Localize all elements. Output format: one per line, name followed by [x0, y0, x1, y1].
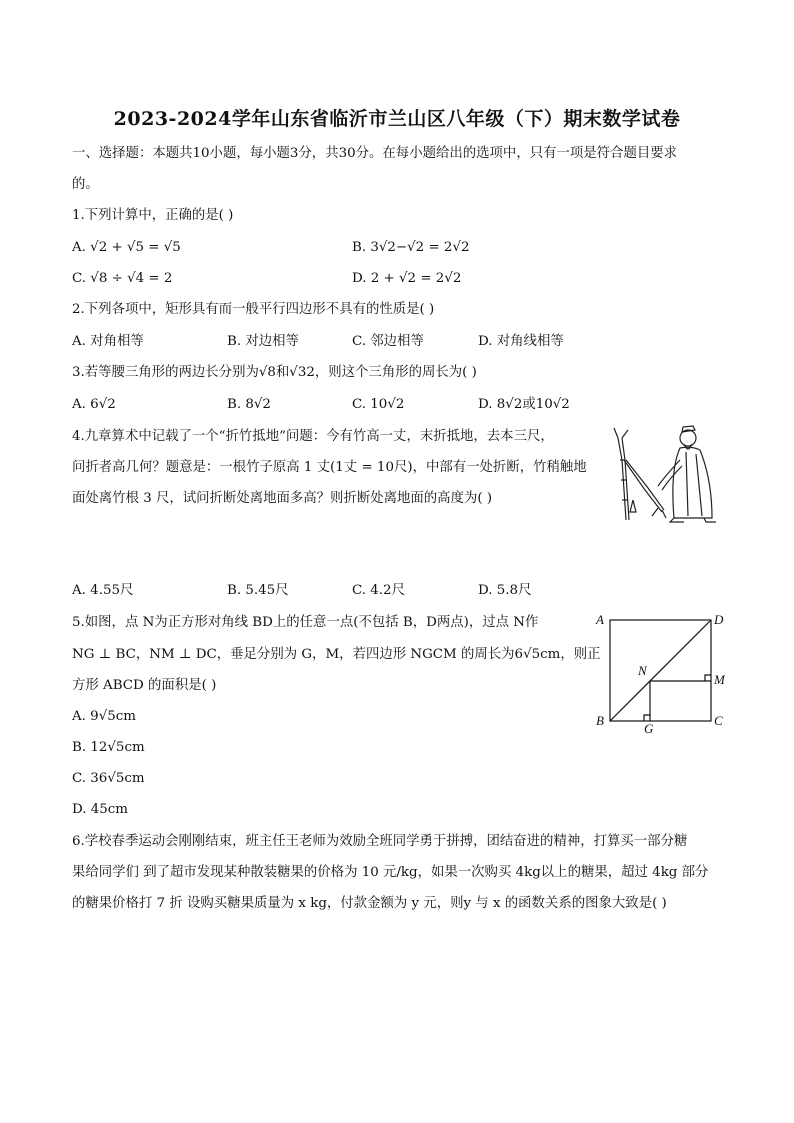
label-d: D: [714, 612, 724, 627]
q4-option-a: A. 4.55尺: [72, 583, 134, 598]
q5-option-c: C. 36√5cm: [72, 771, 145, 786]
q1-option-a: A. √2 + √5 = √5: [72, 240, 181, 255]
bamboo-illustration: [600, 420, 725, 525]
label-a: A: [596, 612, 604, 627]
q3-option-c: C. 10√2: [352, 397, 405, 412]
q2-option-a: A. 对角相等: [72, 334, 144, 349]
q4-option-b: B. 5.45尺: [227, 583, 289, 598]
question-4-line-2: 问折者高几何？题意是：一根竹子原高 1 丈(1丈 = 10尺)，中部有一处折断，竹稍触地: [72, 460, 587, 475]
label-n: N: [638, 663, 647, 678]
label-b: B: [596, 713, 604, 728]
man-robe: [673, 447, 712, 518]
q3-option-b: B. 8√2: [227, 397, 271, 412]
q4-option-d: D. 5.8尺: [478, 583, 532, 598]
label-c: C: [714, 713, 723, 728]
q1-option-c: C. √8 ÷ √4 = 2: [72, 271, 173, 286]
q1-option-d: D. 2 + √2 = 2√2: [352, 271, 462, 286]
q3-option-a: A. 6√2: [72, 397, 116, 412]
q2-option-b: B. 对边相等: [227, 334, 299, 349]
q2-option-d: D. 对角线相等: [478, 334, 564, 349]
question-3-stem: 3.若等腰三角形的两边长分别为√8和√32，则这个三角形的周长为( ): [72, 365, 477, 380]
question-6-line-1: 6.学校春季运动会刚刚结束，班主任王老师为效励全班同学勇于拼搏，团结奋进的精神，打算买一部分糖: [72, 834, 688, 849]
question-1-stem: 1.下列计算中，正确的是( ): [72, 208, 234, 223]
page-title: 2023-2024学年山东省临沂市兰山区八年级（下）期末数学试卷: [113, 108, 681, 130]
q5-option-a: A. 9√5cm: [72, 709, 136, 724]
q2-option-c: C. 邻边相等: [352, 334, 424, 349]
q1-option-b: B. 3√2−√2 = 2√2: [352, 240, 470, 255]
question-6-line-2: 果给同学们 到了超市发现某种散装糖果的价格为 10 元/kg，如果一次购买 4kg以上的糖果，超过 4kg 部分: [72, 865, 709, 880]
diagonal-bd: [610, 620, 711, 721]
question-6-line-3: 的糖果价格打 7 折 设购买糖果质量为 x kg，付款金额为 y 元，则y 与 x 的函数关系的图象大致是( ): [72, 896, 667, 911]
question-5-line-3: 方形 ABCD 的面积是( ): [72, 678, 217, 693]
q5-option-d: D. 45cm: [72, 802, 129, 817]
question-4-line-3: 面处离竹根 3 尺，试问折断处离地面多高？则折断处离地面的高度为( ): [72, 491, 493, 506]
label-m: M: [714, 672, 725, 687]
q4-option-c: C. 4.2尺: [352, 583, 405, 598]
q5-option-b: B. 12√5cm: [72, 740, 145, 755]
right-angle-m: [705, 675, 711, 681]
square-diagram: [590, 608, 725, 736]
q3-option-d: D. 8√2或10√2: [478, 397, 570, 412]
section-instruction-cont: 的。: [72, 177, 99, 192]
question-5-line-1: 5.如图，点 N为正方形对角线 BD上的任意一点(不包括 B，D两点)，过点 N作: [72, 615, 539, 630]
question-4-line-1: 4.九章算术中记载了一个“折竹抵地”问题：今有竹高一丈，末折抵地，去本三尺，: [72, 429, 554, 444]
question-5-line-2: NG ⊥ BC，NM ⊥ DC，垂足分别为 G，M，若四边形 NGCM 的周长为6√5cm，则正: [72, 647, 601, 662]
label-g: G: [644, 721, 654, 736]
question-2-stem: 2.下列各项中，矩形具有而一般平行四边形不具有的性质是( ): [72, 302, 435, 317]
section-instruction: 一、选择题：本题共10小题，每小题3分，共30分。在每小题给出的选项中，只有一项是符合题目要求: [72, 146, 678, 161]
bamboo-stalk: [618, 438, 626, 520]
